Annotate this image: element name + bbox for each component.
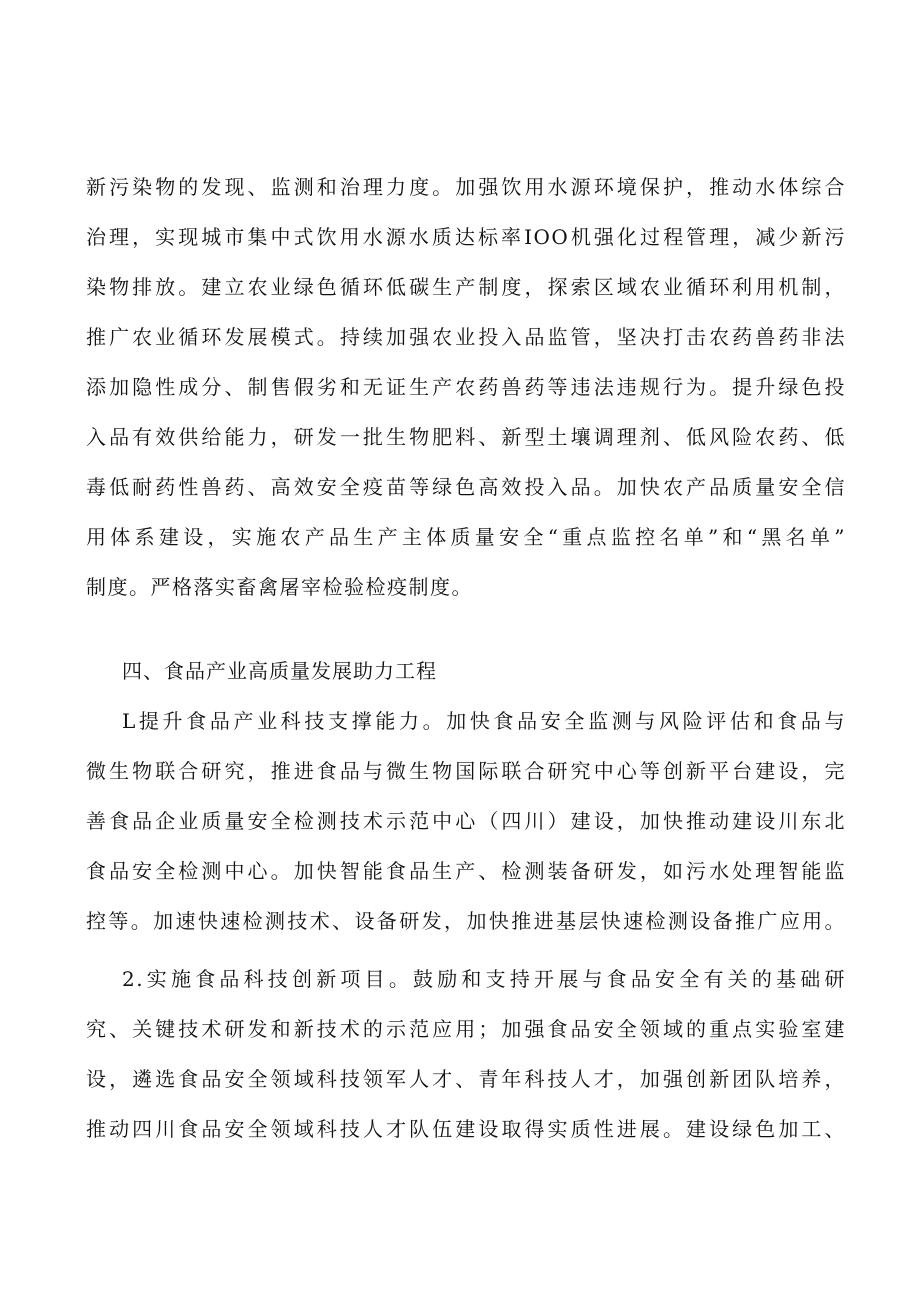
para1-line: 染物排放。建立农业绿色循环低碳生产制度，探索区域农业循环利用机制， <box>86 275 846 299</box>
section-heading: 四、食品产业高质量发展助力工程 <box>122 659 437 683</box>
para1-line: 添加隐性成分、制售假劣和无证生产农药兽药等违法违规行为。提升绿色投 <box>86 375 846 399</box>
para1-line: 治理，实现城市集中式饮用水源水质达标率IOO机强化过程管理，减少新污 <box>86 225 846 249</box>
para2-line: 控等。加速快速检测技术、设备研发，加快推进基层快速检测设备推广应用。 <box>86 909 846 933</box>
para1-line: 新污染物的发现、监测和治理力度。加强饮用水源环境保护，推动水体综合 <box>86 175 846 199</box>
para2-line: L提升食品产业科技支撑能力。加快食品安全监测与风险评估和食品与 <box>122 709 846 733</box>
para3-line: 2.实施食品科技创新项目。鼓励和支持开展与食品安全有关的基础研 <box>122 967 846 991</box>
para1-line: 制度。严格落实畜禽屠宰检验检疫制度。 <box>86 575 473 599</box>
para1-line: 推广农业循环发展模式。持续加强农业投入品监管，坚决打击农药兽药非法 <box>86 325 846 349</box>
para3-line: 推动四川食品安全领域科技人才队伍建设取得实质性进展。建设绿色加工、 <box>86 1117 846 1141</box>
para2-line: 食品安全检测中心。加快智能食品生产、检测装备研发，如污水处理智能监 <box>86 859 846 883</box>
para1-line: 入品有效供给能力，研发一批生物肥料、新型土壤调理剂、低风险农药、低 <box>86 425 846 449</box>
para1-line: 用体系建设，实施农产品生产主体质量安全“重点监控名单”和“黑名单” <box>86 525 846 549</box>
para3-line: 究、关键技术研发和新技术的示范应用；加强食品安全领域的重点实验室建 <box>86 1017 846 1041</box>
para3-line: 设，遴选食品安全领域科技领军人才、青年科技人才，加强创新团队培养， <box>86 1067 846 1091</box>
para2-line: 微生物联合研究，推进食品与微生物国际联合研究中心等创新平台建设，完 <box>86 759 846 783</box>
para1-line: 毒低耐药性兽药、高效安全疫苗等绿色高效投入品。加快农产品质量安全信 <box>86 475 846 499</box>
para2-line: 善食品企业质量安全检测技术示范中心（四川）建设，加快推动建设川东北 <box>86 809 846 833</box>
